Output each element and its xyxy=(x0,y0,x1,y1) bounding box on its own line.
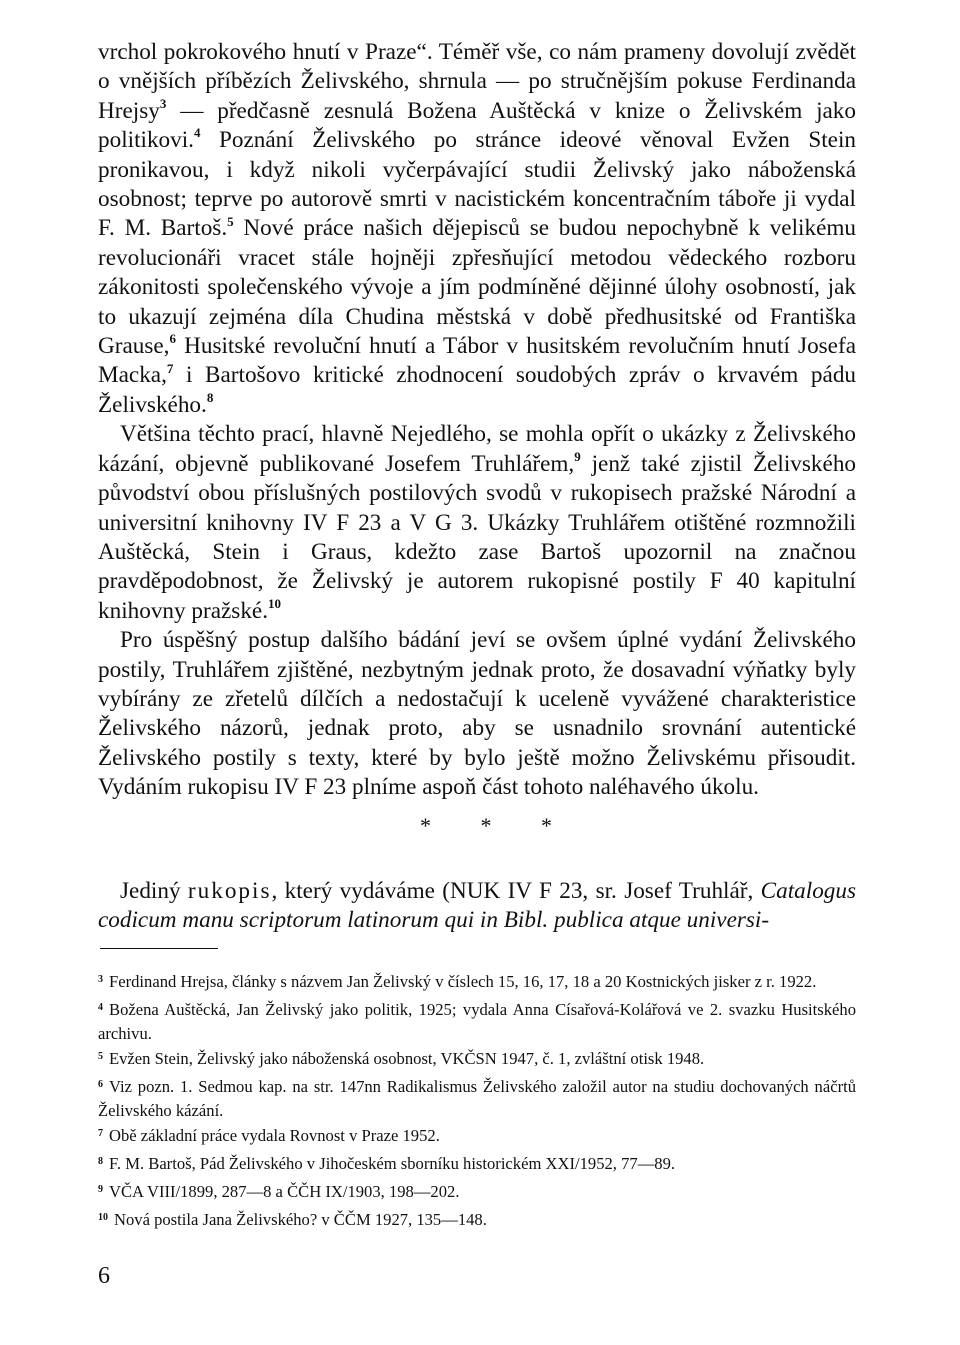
paragraph-2 xyxy=(98,420,856,626)
footnote-number: 7 xyxy=(98,1128,103,1140)
footnotes xyxy=(98,971,856,1233)
paragraph-1-part-e: Husitské revoluční hnutí a Tábor v husitském revolučním hnutí Josefa Macka, xyxy=(98,333,856,389)
paragraph-1-part-c: Poznání Želivského po stránce ideové věnoval Evžen Stein pronikavou, i když nikoli vyčerpávající studii Želivský jako náboženská osobnost; teprve po autorově smrti v nacistickém koncentračním táboře ji vydal F. M. Bartoš. xyxy=(98,127,856,242)
page-content xyxy=(98,38,856,1237)
footnote-text: Božena Auštěcká, Jan Želivský jako politik, 1925; vydala Anna Císařová-Kolářová ve 2. svazku Husitského archivu. xyxy=(98,1000,856,1044)
paragraph-1-part-b: — předčasně zesnulá Božena Auštěcká v knize o Želivském jako politikovi. xyxy=(98,97,856,154)
footnote-text: Nová postila Jana Želivského? v ČČM 1927, 135—148. xyxy=(114,1210,487,1230)
paragraph-2-part-a: Většina těchto prací, hlavně Nejedlého, se mohla opřít o ukázky z Želivského kázání, objevně publikované Josefem Truhlářem, xyxy=(98,421,856,477)
footnote-divider xyxy=(100,948,218,949)
footnote-number: 9 xyxy=(98,1184,103,1196)
footnote-number: 5 xyxy=(98,1051,103,1063)
page-number: 6 xyxy=(98,1263,110,1289)
footnote-ref-5[interactable]: 5 xyxy=(227,213,234,229)
closing-lead: Jediný xyxy=(120,877,181,904)
paragraph-2-part-b: jenž také zjistil Želivského původství obou příslušných postilových svodů v rukopisech pražské Národní a universitní knihovny IV F 23 a V G 3. Ukázky Truhlářem otištěné rozmnožili Auštěcká, Stein i Graus, kdežto zase Bartoš upozornil na značnou pravděpodobnost, že Želivský je autorem rukopisné postily F 40 kapitulní knihovny pražské. xyxy=(98,450,857,624)
footnote-number: 3 xyxy=(98,974,103,986)
closing-paragraph xyxy=(98,877,856,936)
footnote-ref-10[interactable]: 10 xyxy=(268,595,282,611)
footnote-ref-8[interactable]: 8 xyxy=(206,390,214,406)
footnote-8 xyxy=(98,1153,856,1177)
footnote-number: 6 xyxy=(98,1079,103,1091)
footnote-ref-7[interactable]: 7 xyxy=(166,360,174,376)
footnote-number: 10 xyxy=(98,1212,108,1224)
paragraph-1-part-d: Nové práce našich dějepisců se budou nepochybně k velikému revolucionáři vracet stále hojněji zpřesňující metodou vědeckého rozboru zákonitosti společenského vývoje a jím podmíněné dějinné úlohy osobností, jak to ukazují zejména díla Chudina městská v době předhusitské od Františka Grause, xyxy=(98,215,857,360)
footnote-3 xyxy=(98,971,856,995)
footnote-4 xyxy=(98,999,856,1044)
footnote-7 xyxy=(98,1125,856,1149)
closing-rest: , který vydáváme (NUK IV F 23, sr. Josef Truhlář, xyxy=(271,877,754,904)
footnote-ref-6[interactable]: 6 xyxy=(169,331,176,347)
footnote-9 xyxy=(98,1181,856,1205)
footnote-text: VČA VIII/1899, 287—8 a ČČH IX/1903, 198—202. xyxy=(109,1182,460,1202)
closing-spaced-word: rukopis xyxy=(187,877,272,904)
footnote-6 xyxy=(98,1076,856,1121)
footnote-text: Viz pozn. 1. Sedmou kap. na str. 147nn Radikalismus Želivského založil autor na studiu dochovaných náčrtů Želivského kázání. xyxy=(98,1077,856,1121)
footnote-ref-4[interactable]: 4 xyxy=(193,125,201,141)
closing-italic-title: Catalogus codicum manu scriptorum latinorum qui in Bibl. publica atque universi- xyxy=(98,877,856,933)
section-separator: * * * xyxy=(420,812,574,838)
footnote-text: Obě základní práce vydala Rovnost v Praze 1952. xyxy=(109,1126,440,1146)
footnote-text: F. M. Bartoš, Pád Želivského v Jihočeském sborníku historickém XXI/1952, 77—89. xyxy=(109,1154,676,1174)
footnote-number: 8 xyxy=(98,1156,103,1168)
footnote-number: 4 xyxy=(98,1002,103,1014)
footnote-text: Ferdinand Hrejsa, články s názvem Jan Želivský v číslech 15, 16, 17, 18 a 20 Kostnických jisker z r. 1922. xyxy=(109,972,817,992)
footnote-10 xyxy=(98,1209,856,1233)
main-text xyxy=(98,38,856,935)
footnote-text: Evžen Stein, Želivský jako náboženská osobnost, VKČSN 1947, č. 1, zvláštní otisk 1948. xyxy=(109,1049,705,1069)
footnote-5 xyxy=(98,1048,856,1072)
paragraph-1-part-f: i Bartošovo kritické zhodnocení soudobých zpráv o krvavém pádu Želivského. xyxy=(98,362,857,418)
paragraph-1-part-a: vrchol pokrokového hnutí v Praze“. Téměř vše, co nám prameny dovolují zvědět o vnějších příbězích Želivského, shrnula — po stručnějším pokuse Ferdinanda Hrejsy xyxy=(98,39,856,124)
paragraph-3: Pro úspěšný postup dalšího bádání jeví se ovšem úplné vydání Želivského postily, Truhlářem zjištěné, nezbytným jednak proto, že dosavadní výňatky byly vybírány ze zřetelů dílčích a nedostačují k uceleně vyvážené charakteristice Želivského názorů, jednak proto, aby se usnadnilo srovnání autentické Želivského postily s texty, které by bylo ještě možno Želivskému přisoudit. Vydáním rukopisu IV F 23 plníme aspoň část tohoto naléhavého úkolu. xyxy=(98,627,856,801)
paragraph-1 xyxy=(98,38,856,420)
footnote-ref-3[interactable]: 3 xyxy=(159,96,167,112)
footnote-ref-9[interactable]: 9 xyxy=(574,448,581,464)
